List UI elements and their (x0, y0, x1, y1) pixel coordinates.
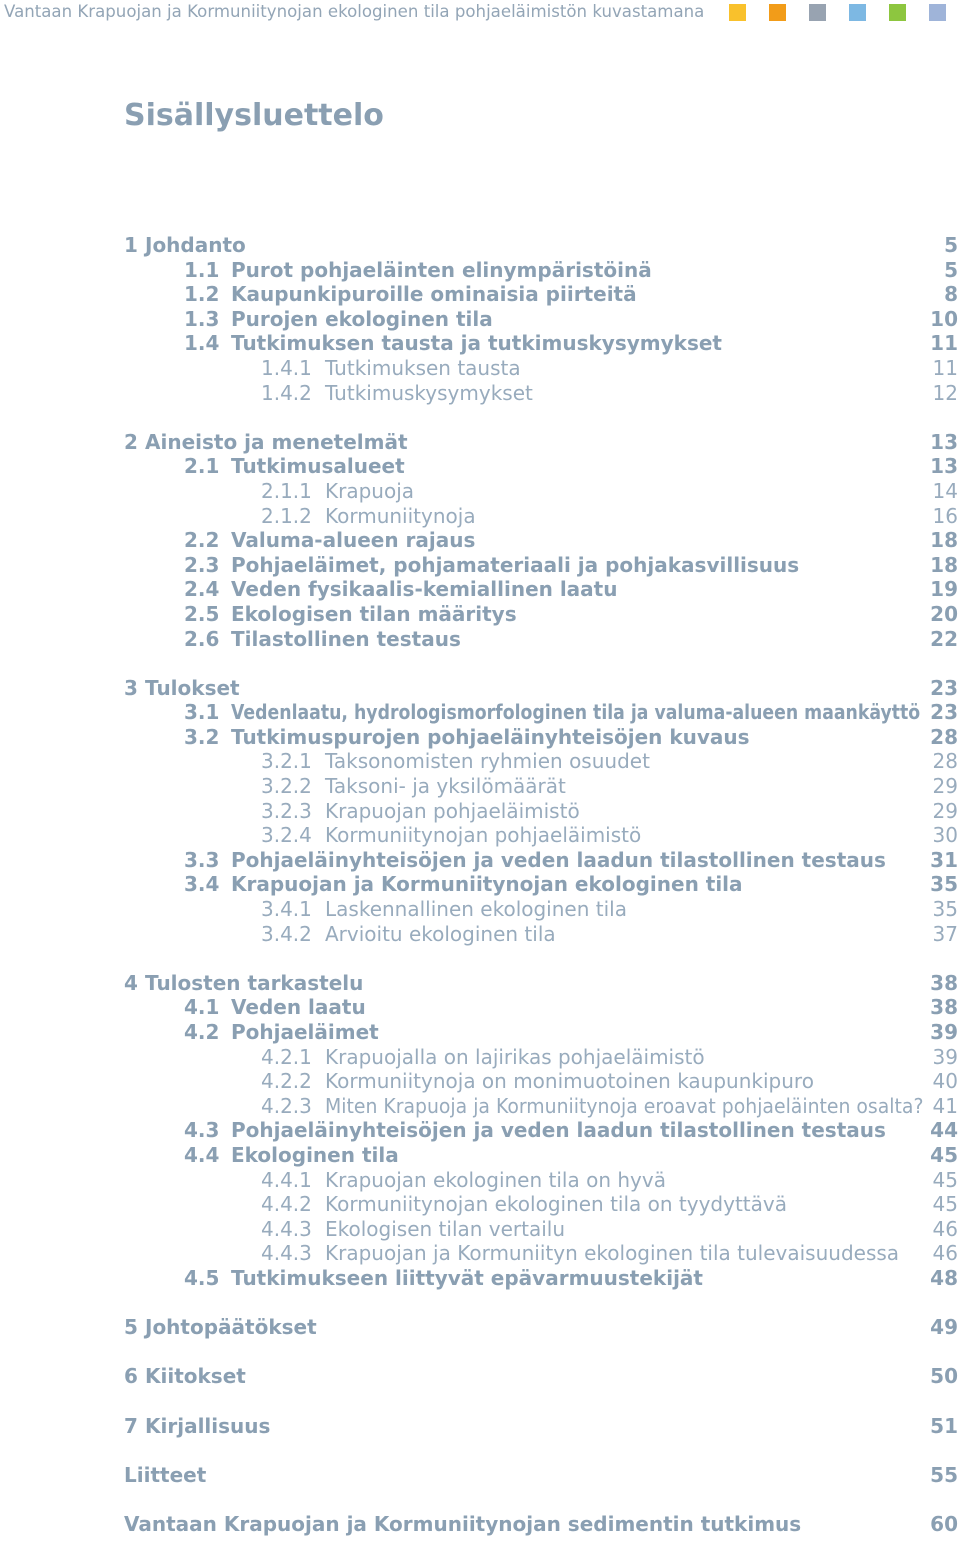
toc-entry-title: Tutkimuskysymykset (325, 380, 533, 405)
toc-entry-title: Tutkimusalueet (231, 454, 405, 479)
toc-entry[interactable] (0, 1266, 960, 1291)
toc-entry-page: 13 (930, 429, 958, 454)
toc-entry[interactable] (0, 1094, 960, 1119)
toc-entry-title: Tutkimuspurojen pohjaeläinyhteisöjen kuvaus (231, 724, 750, 749)
toc-entry-number: 2.3 (184, 552, 220, 577)
toc-entry-title: Valuma-alueen rajaus (231, 528, 476, 553)
toc-entry-title: Krapuojan ekologinen tila on hyvä (325, 1167, 666, 1192)
toc-entry-number: 2.6 (184, 626, 220, 651)
toc-entry-title: Vedenlaatu, hydrologismorfologinen tila ja valuma-alueen maankäyttö (231, 700, 921, 725)
toc-entry[interactable] (0, 528, 960, 553)
toc-entry-page: 45 (932, 1192, 958, 1217)
toc-entry-number: 2.5 (184, 601, 220, 626)
toc-entry-page: 45 (930, 1142, 958, 1167)
toc-entry[interactable] (0, 725, 960, 750)
color-square-1 (729, 4, 746, 21)
toc-entry-page: 41 (932, 1093, 958, 1118)
toc-entry-number: 2.1.1 (261, 478, 312, 503)
toc-entry-number: 2.1 (184, 454, 220, 479)
toc-entry-number: 1.4.1 (261, 355, 312, 380)
toc-entry-title: Tutkimukseen liittyvät epävarmuustekijät (231, 1265, 703, 1290)
toc-entry-title: Krapuojan ja Kormuniitynojan ekologinen tila (231, 872, 743, 897)
page-title: Sisällysluettelo (124, 98, 384, 133)
toc-entry[interactable] (0, 454, 960, 479)
toc-entry-number: 3.4.2 (261, 921, 312, 946)
toc-entry[interactable] (0, 1020, 960, 1045)
toc-entry[interactable] (0, 774, 960, 799)
toc-entry[interactable] (0, 233, 960, 258)
toc-entry-number: 6 (124, 1364, 138, 1389)
toc-entry-title: Krapuojan pohjaeläimistö (325, 798, 580, 823)
toc-entry-number: 4.4.3 (261, 1241, 312, 1266)
toc-entry[interactable] (0, 381, 960, 406)
toc-entry-page: 55 (930, 1462, 958, 1487)
toc-entry-page: 60 (930, 1511, 958, 1536)
toc-entry-title: Johdanto (145, 233, 246, 257)
toc-entry-title: Pohjaeläimet (231, 1020, 379, 1044)
toc-entry-page: 5 (944, 233, 958, 257)
toc-entry[interactable] (0, 430, 960, 455)
toc-entry-title: Ekologinen tila (231, 1142, 399, 1167)
toc-entry-title: Kormuniitynojan pohjaeläimistö (325, 823, 642, 848)
toc-entry-page: 20 (930, 601, 958, 626)
toc-entry-page: 19 (930, 577, 958, 602)
toc-entry-number: 4.2 (184, 1020, 220, 1044)
running-header-title: Vantaan Krapuojan ja Kormuniitynojan ekologinen tila pohjaeläimistön kuvastamana (4, 2, 705, 22)
toc-entry-page: 37 (932, 921, 958, 946)
toc-entry-page: 23 (930, 700, 958, 725)
toc-entry-number: 2.2 (184, 528, 220, 553)
color-square-2 (769, 4, 786, 21)
toc-entry-page: 11 (930, 331, 958, 356)
toc-entry-number: 4.4.1 (261, 1167, 312, 1192)
toc-entry-number: 3.2 (184, 724, 220, 749)
toc-entry-title: Veden laatu (231, 995, 366, 1020)
toc-entry-number: 3 (124, 675, 138, 700)
toc-entry-title: Ekologisen tilan vertailu (325, 1216, 566, 1241)
toc-entry-number: 3.4 (184, 872, 220, 897)
toc-entry-page: 44 (930, 1118, 958, 1143)
toc-entry[interactable] (0, 922, 960, 947)
toc-entry[interactable] (0, 258, 960, 283)
toc-entry-title: Aineisto ja menetelmät (145, 429, 408, 454)
toc-entry-title: Kaupunkipuroille ominaisia piirteitä (231, 282, 637, 307)
table-of-contents (0, 233, 960, 1536)
toc-entry[interactable] (0, 971, 960, 996)
toc-entry-title: Tutkimuksen tausta (325, 355, 521, 380)
toc-entry[interactable] (0, 1069, 960, 1094)
toc-entry-number: 2 (124, 429, 138, 454)
toc-entry-number: 1.2 (184, 282, 220, 307)
toc-entry-page: 49 (930, 1315, 958, 1340)
toc-entry-number: 4.4 (184, 1142, 220, 1167)
toc-entry-number: 4.2.2 (261, 1069, 312, 1094)
toc-entry[interactable] (0, 331, 960, 356)
toc-entry[interactable] (0, 1045, 960, 1070)
toc-entry-page: 28 (930, 724, 958, 749)
toc-entry[interactable] (0, 602, 960, 627)
toc-entry-title: Tulokset (145, 675, 240, 700)
toc-entry-page: 38 (930, 970, 958, 995)
toc-entry-page: 35 (930, 872, 958, 897)
color-square-3 (809, 4, 826, 21)
toc-entry-title: Kiitokset (145, 1364, 246, 1389)
toc-entry-page: 29 (932, 798, 958, 823)
toc-entry-title: Kormuniitynoja (325, 503, 476, 528)
toc-entry-page: 38 (930, 995, 958, 1020)
toc-entry-number: 4.4.2 (261, 1192, 312, 1217)
toc-entry-page: 31 (930, 847, 958, 872)
toc-entry-page: 11 (932, 355, 958, 380)
toc-entry-number: 3.2.1 (261, 749, 312, 774)
toc-entry[interactable] (0, 749, 960, 774)
toc-entry[interactable] (0, 1192, 960, 1217)
toc-entry[interactable] (0, 823, 960, 848)
toc-entry-title: Arvioitu ekologinen tila (325, 921, 556, 946)
toc-entry-title: Johtopäätökset (145, 1315, 317, 1340)
toc-entry-number: 4.1 (184, 995, 220, 1020)
toc-entry-title: Tutkimuksen tausta ja tutkimuskysymykset (231, 331, 722, 356)
toc-entry-title: Vantaan Krapuojan ja Kormuniitynojan sedimentin tutkimus (124, 1511, 802, 1536)
toc-entry-page: 39 (932, 1044, 958, 1069)
toc-entry[interactable] (0, 627, 960, 652)
toc-entry[interactable] (0, 1217, 960, 1242)
toc-entry-number: 4.5 (184, 1265, 220, 1290)
toc-entry[interactable] (0, 504, 960, 529)
toc-entry-title: Taksoni- ja yksilömäärät (325, 774, 566, 799)
toc-entry[interactable] (0, 700, 960, 725)
toc-entry-number: 3.3 (184, 847, 220, 872)
toc-entry-number: 5 (124, 1315, 138, 1340)
toc-entry-number: 4.4.3 (261, 1216, 312, 1241)
toc-entry-title: Purot pohjaeläinten elinympäristöinä (231, 257, 652, 282)
toc-entry-page: 46 (932, 1216, 958, 1241)
toc-entry-page: 8 (944, 282, 958, 307)
toc-entry-page: 40 (932, 1069, 958, 1094)
toc-entry-number: 3.4.1 (261, 897, 312, 922)
toc-entry[interactable] (0, 1118, 960, 1143)
toc-entry-title: Laskennallinen ekologinen tila (325, 897, 627, 922)
toc-entry-number: 1.4.2 (261, 380, 312, 405)
color-square-4 (849, 4, 866, 21)
toc-entry-page: 51 (930, 1413, 958, 1438)
toc-entry-page: 39 (930, 1020, 958, 1044)
toc-entry-title: Tulosten tarkastelu (145, 970, 364, 995)
toc-entry-title: Tilastollinen testaus (231, 626, 461, 651)
toc-entry[interactable] (0, 872, 960, 897)
toc-entry[interactable] (0, 1512, 960, 1537)
toc-entry-page: 46 (932, 1241, 958, 1266)
toc-entry-number: 3.1 (184, 700, 220, 725)
toc-entry-title: Ekologisen tilan määritys (231, 601, 517, 626)
toc-entry-number: 4 (124, 970, 138, 995)
toc-entry[interactable] (0, 553, 960, 578)
toc-entry-number: 4.2.1 (261, 1044, 312, 1069)
toc-entry-title: Pohjaeläimet, pohjamateriaali ja pohjakasvillisuus (231, 552, 800, 577)
toc-entry-page: 14 (932, 478, 958, 503)
toc-entry[interactable] (0, 307, 960, 332)
toc-entry-number: 3.2.2 (261, 774, 312, 799)
toc-entry[interactable] (0, 282, 960, 307)
toc-entry-page: 18 (930, 552, 958, 577)
toc-entry-number: 1 (124, 233, 138, 257)
toc-entry[interactable] (0, 356, 960, 381)
toc-entry-page: 22 (930, 626, 958, 651)
toc-entry-number: 7 (124, 1413, 138, 1438)
toc-entry-title: Krapuojan ja Kormuniityn ekologinen tila tulevaisuudessa (325, 1241, 900, 1266)
toc-entry-page: 48 (930, 1265, 958, 1290)
toc-entry-page: 16 (932, 503, 958, 528)
toc-entry[interactable] (0, 1315, 960, 1340)
toc-entry-page: 45 (932, 1167, 958, 1192)
color-square-6 (929, 4, 946, 21)
toc-entry-page: 28 (932, 749, 958, 774)
toc-entry-title: Pohjaeläinyhteisöjen ja veden laadun tilastollinen testaus (231, 1118, 886, 1143)
toc-entry-number: 1.1 (184, 257, 220, 282)
toc-entry[interactable] (0, 1463, 960, 1488)
toc-entry-page: 18 (930, 528, 958, 553)
toc-entry-page: 23 (930, 675, 958, 700)
toc-entry[interactable] (0, 1241, 960, 1266)
toc-entry-number: 4.2.3 (261, 1093, 312, 1118)
toc-entry-page: 13 (930, 454, 958, 479)
toc-entry[interactable] (0, 848, 960, 873)
toc-entry[interactable] (0, 799, 960, 824)
toc-entry-page: 10 (930, 306, 958, 331)
toc-entry-number: 1.3 (184, 306, 220, 331)
toc-entry-title: Kirjallisuus (145, 1413, 271, 1438)
toc-entry-page: 12 (932, 380, 958, 405)
toc-entry-page: 5 (944, 257, 958, 282)
toc-entry[interactable] (0, 1143, 960, 1168)
toc-entry[interactable] (0, 897, 960, 922)
toc-entry[interactable] (0, 1364, 960, 1389)
toc-entry-number: 2.4 (184, 577, 220, 602)
toc-entry-number: 1.4 (184, 331, 220, 356)
header-color-squares (729, 4, 946, 22)
toc-entry[interactable] (0, 479, 960, 504)
toc-entry-page: 30 (932, 823, 958, 848)
toc-entry-title: Taksonomisten ryhmien osuudet (325, 749, 650, 774)
toc-entry[interactable] (0, 1414, 960, 1439)
toc-entry-title: Veden fysikaalis-kemiallinen laatu (231, 577, 618, 602)
toc-entry[interactable] (0, 577, 960, 602)
toc-entry-title: Kormuniitynoja on monimuotoinen kaupunkipuro (325, 1069, 814, 1094)
toc-entry-title: Krapuoja (325, 478, 415, 503)
toc-entry-title: Purojen ekologinen tila (231, 306, 493, 331)
toc-entry-title: Krapuojalla on lajirikas pohjaeläimistö (325, 1044, 705, 1069)
toc-entry-title: Kormuniitynojan ekologinen tila on tyydyttävä (325, 1192, 787, 1217)
toc-entry-title: Liitteet (124, 1462, 207, 1487)
toc-entry-title: Miten Krapuoja ja Kormuniitynoja eroavat pohjaeläinten osalta? (325, 1093, 924, 1118)
toc-entry-number: 2.1.2 (261, 503, 312, 528)
toc-entry-page: 50 (930, 1364, 958, 1389)
toc-entry-number: 3.2.4 (261, 823, 312, 848)
toc-entry[interactable] (0, 995, 960, 1020)
toc-entry-number: 4.3 (184, 1118, 220, 1143)
toc-entry[interactable] (0, 1168, 960, 1193)
color-square-5 (889, 4, 906, 21)
toc-entry-page: 29 (932, 774, 958, 799)
toc-entry-page: 35 (932, 897, 958, 922)
toc-entry-title: Pohjaeläinyhteisöjen ja veden laadun tilastollinen testaus (231, 847, 886, 872)
toc-entry[interactable] (0, 676, 960, 701)
toc-entry-number: 3.2.3 (261, 798, 312, 823)
